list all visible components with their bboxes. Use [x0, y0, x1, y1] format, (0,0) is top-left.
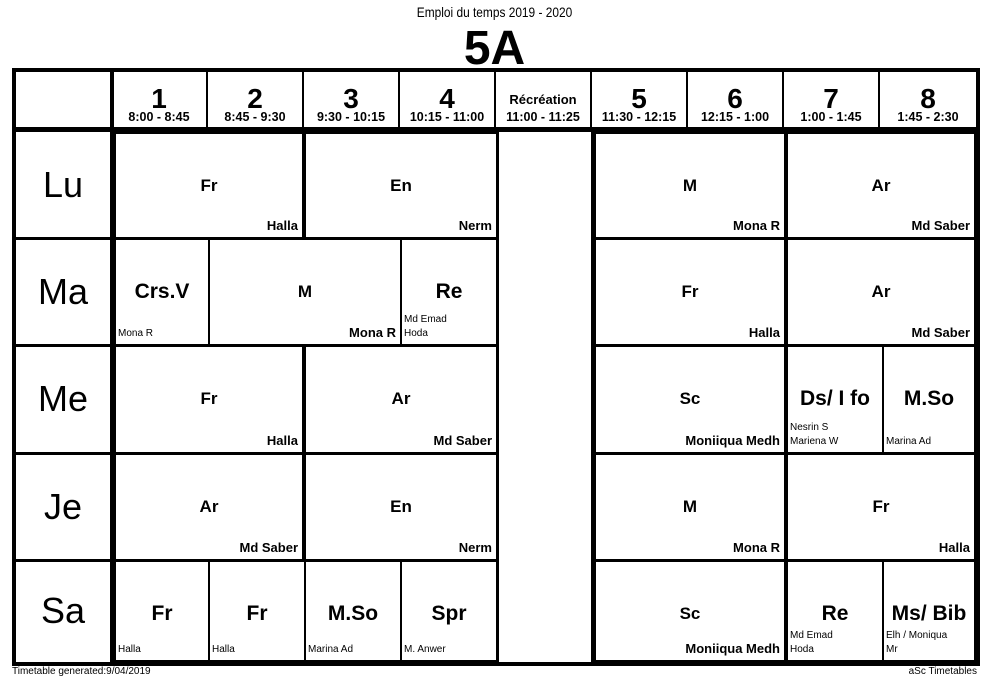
teacher-line: Nesrin S	[790, 422, 829, 433]
lesson-teacher: Marina Ad	[308, 644, 354, 655]
lesson-teachers	[790, 629, 833, 657]
period-time: 8:45 - 9:30	[224, 110, 286, 124]
period-time: 9:30 - 10:15	[316, 110, 386, 124]
lesson-sa-mso[interactable]	[304, 560, 402, 662]
teacher-line: Hoda	[790, 644, 814, 655]
lesson-teachers	[790, 421, 838, 449]
lesson-teachers	[886, 629, 947, 657]
period-time: 11:30 - 12:15	[601, 110, 677, 124]
lesson-je-m[interactable]	[594, 453, 786, 561]
teacher-line: Elh / Moniqua	[886, 630, 948, 641]
lesson-lu-fr[interactable]	[114, 132, 304, 239]
period-time: 1:00 - 1:45	[800, 110, 862, 124]
period-number: 4	[439, 83, 455, 114]
period-header-6	[688, 72, 784, 128]
period-time: 1:45 - 2:30	[897, 110, 959, 124]
lesson-teacher: Md Saber	[433, 433, 492, 448]
period-number: 5	[631, 83, 647, 114]
class-name: 5A	[463, 22, 526, 75]
period-time: 12:15 - 1:00	[700, 110, 770, 124]
lesson-sa-spr[interactable]	[400, 560, 498, 662]
timetable-title: Emploi du temps 2019 - 2020	[416, 4, 573, 20]
row-divider	[16, 237, 112, 240]
corner-cell	[16, 72, 112, 128]
lesson-subject: Fr	[151, 602, 173, 625]
lesson-subject: Fr	[246, 602, 268, 625]
period-number: 1	[151, 83, 167, 114]
lesson-subject: Ar	[871, 282, 891, 301]
period-number: 6	[727, 83, 743, 114]
lesson-me-dsifo[interactable]	[786, 345, 884, 454]
lesson-teacher: Mona R	[733, 218, 780, 233]
day-label-je: Je	[43, 485, 83, 527]
period-header-3	[304, 72, 400, 128]
lesson-teacher: Halla	[748, 325, 780, 340]
lesson-lu-m[interactable]	[594, 132, 786, 239]
lesson-teacher: Nerm	[458, 540, 492, 555]
lesson-sa-msbib[interactable]	[882, 560, 976, 662]
period-number: 2	[247, 83, 263, 114]
break-column	[496, 132, 594, 662]
lesson-sa-re[interactable]	[786, 560, 884, 662]
lesson-subject: Sc	[679, 389, 701, 408]
lesson-ma-re[interactable]	[400, 238, 498, 346]
period-header-4	[400, 72, 496, 128]
lesson-me-sc[interactable]	[594, 345, 786, 454]
lesson-me-mso[interactable]	[882, 345, 976, 454]
lesson-teachers	[404, 313, 447, 341]
lesson-teacher: Md Saber	[911, 218, 970, 233]
break-header	[496, 72, 592, 128]
day-label-sa: Sa	[40, 590, 86, 631]
lesson-subject: M	[297, 282, 313, 301]
lesson-subject: En	[390, 176, 412, 195]
period-number: 8	[920, 83, 936, 114]
period-header-7	[784, 72, 880, 128]
lesson-teacher: Mona R	[118, 328, 154, 339]
lesson-teacher: Halla	[938, 540, 970, 555]
row-divider	[16, 344, 112, 347]
day-label-me: Me	[37, 378, 88, 419]
day-label-ma: Ma	[37, 270, 88, 312]
lesson-teacher: Halla	[266, 218, 298, 233]
lesson-subject: Crs.V	[134, 280, 190, 303]
lesson-teacher: Md Saber	[911, 325, 970, 340]
lesson-sa-fr-1[interactable]	[114, 560, 210, 662]
lesson-me-fr[interactable]	[114, 345, 304, 454]
lesson-subject: M.So	[903, 387, 955, 410]
lesson-teacher: Marina Ad	[886, 436, 932, 447]
lesson-sa-fr-2[interactable]	[208, 560, 306, 662]
teacher-line: Mariena W	[790, 436, 839, 447]
lesson-subject: M.So	[327, 602, 379, 625]
period-header-2	[208, 72, 304, 128]
teacher-line: Md Emad	[790, 630, 833, 641]
period-time: 10:15 - 11:00	[409, 110, 485, 124]
lesson-subject: Spr	[431, 602, 467, 625]
teacher-line: Hoda	[404, 328, 428, 339]
lesson-subject: Ds/ I fo	[799, 387, 870, 410]
lesson-ma-fr[interactable]	[594, 238, 786, 346]
lesson-teacher: M. Anwer	[404, 644, 446, 655]
lesson-je-en[interactable]	[304, 453, 498, 561]
lesson-subject: Ar	[391, 389, 411, 408]
footer-generated: Timetable generated:9/04/2019	[12, 666, 151, 677]
lesson-ma-m[interactable]	[208, 238, 402, 346]
lesson-lu-en[interactable]	[304, 132, 498, 239]
lesson-teacher: Mona R	[349, 325, 396, 340]
lesson-ma-ar[interactable]	[786, 238, 976, 346]
lesson-lu-ar[interactable]	[786, 132, 976, 239]
period-number: 3	[343, 83, 359, 114]
lesson-je-ar[interactable]	[114, 453, 304, 561]
period-time: 8:00 - 8:45	[128, 110, 190, 124]
teacher-line: Mr	[886, 644, 898, 655]
lesson-sa-sc[interactable]	[594, 560, 786, 662]
lesson-teacher: Halla	[212, 644, 235, 655]
period-header-8	[880, 72, 976, 128]
lesson-subject: Fr	[200, 176, 218, 195]
lesson-subject: M	[682, 176, 698, 195]
lesson-subject: Ms/ Bib	[891, 602, 967, 625]
lesson-teacher: Md Saber	[239, 540, 298, 555]
day-label-lu: Lu	[42, 164, 84, 205]
lesson-ma-crsv[interactable]	[114, 238, 210, 346]
lesson-subject: Re	[435, 280, 463, 303]
row-divider	[16, 559, 112, 562]
lesson-subject: En	[390, 497, 412, 516]
lesson-teacher: Moniiqua Medh	[685, 641, 780, 656]
lesson-subject: Sc	[679, 604, 701, 623]
timetable-grid	[12, 68, 980, 666]
lesson-teacher: Mona R	[733, 540, 780, 555]
lesson-subject: Fr	[872, 497, 890, 516]
lesson-subject: Ar	[871, 176, 891, 195]
lesson-subject: Fr	[200, 389, 218, 408]
lesson-subject: Re	[821, 602, 849, 625]
period-header-5	[592, 72, 688, 128]
period-number: 7	[823, 83, 839, 114]
lesson-teacher: Nerm	[458, 218, 492, 233]
lesson-subject: Ar	[199, 497, 219, 516]
teacher-line: Md Emad	[404, 314, 447, 325]
lesson-subject: M	[682, 497, 698, 516]
period-header-1	[112, 72, 208, 128]
row-divider	[16, 452, 112, 455]
footer-brand: aSc Timetables	[908, 666, 977, 677]
lesson-teacher: Halla	[266, 433, 298, 448]
lesson-teacher: Moniiqua Medh	[685, 433, 780, 448]
break-time: 11:00 - 11:25	[506, 110, 580, 124]
break-label: Récréation	[509, 92, 577, 107]
lesson-me-ar[interactable]	[304, 345, 498, 454]
lesson-teacher: Halla	[118, 644, 141, 655]
lesson-je-fr[interactable]	[786, 453, 976, 561]
lesson-subject: Fr	[681, 282, 699, 301]
